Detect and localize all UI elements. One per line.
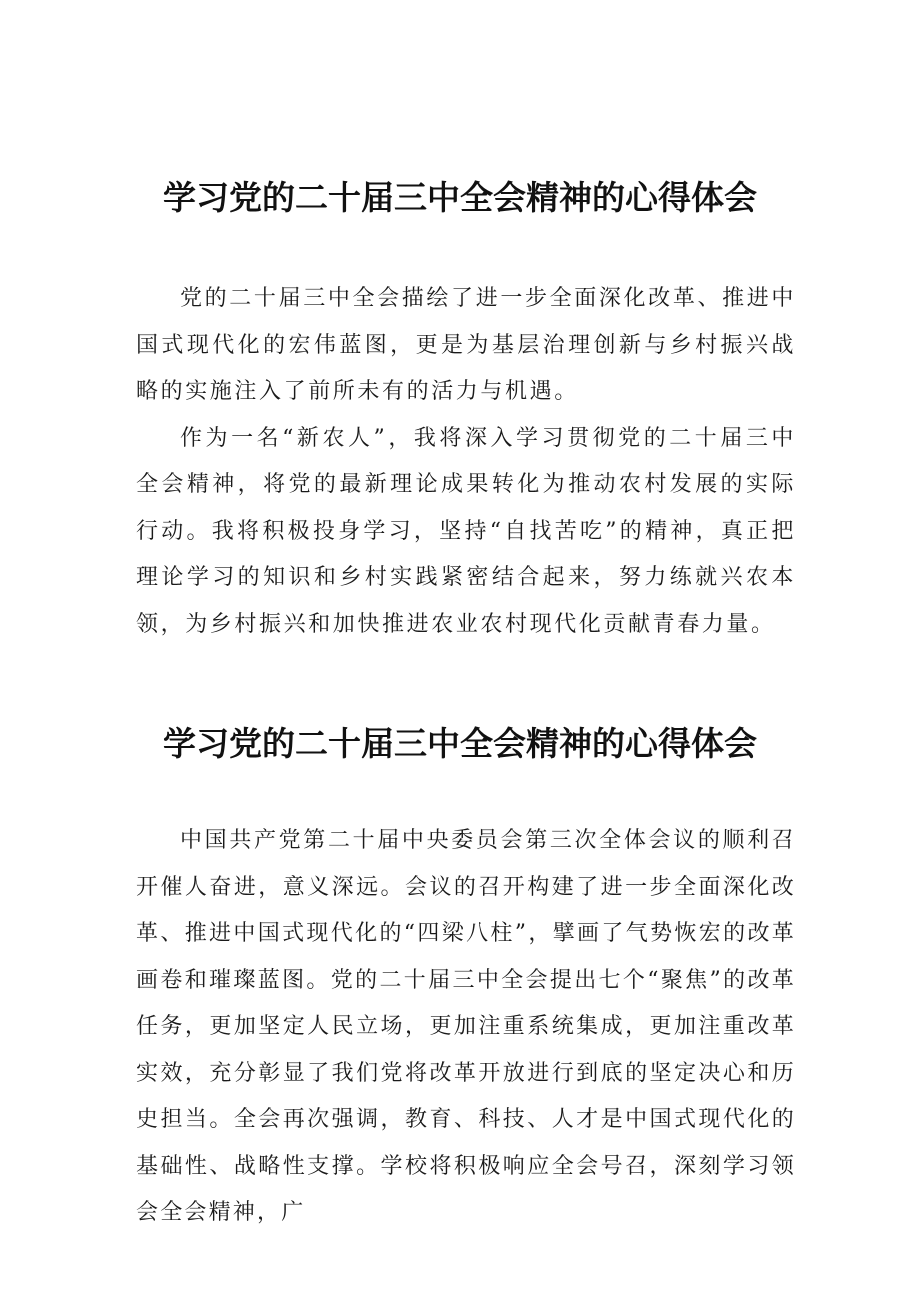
article-title: 学习党的二十届三中全会精神的心得体会: [163, 724, 757, 763]
paragraph: 党的二十届三中全会描绘了进一步全面深化改革、推进中国式现代化的宏伟蓝图，更是为基层治理创新与乡村振兴战略的实施注入了前所未有的活力与机遇。: [136, 286, 796, 404]
article-title: 学习党的二十届三中全会精神的心得体会: [163, 178, 757, 217]
article-body: [136, 818, 796, 1237]
article-body: [136, 276, 796, 648]
paragraph: 作为一名“新农人”，我将深入学习贯彻党的二十届三中全会精神，将党的最新理论成果转化为推动农村发展的实际行动。我将积极投身学习，坚持“自找苦吃”的精神，真正把理论学习的知识和乡村实践紧密结合起来，努力练就兴农本领，为乡村振兴和加快推进农业农村现代化贡献青春力量。: [136, 425, 796, 637]
paragraph: 中国共产党第二十届中央委员会第三次全体会议的顺利召开催人奋进，意义深远。会议的召开构建了进一步全面深化改革、推进中国式现代化的“四梁八柱”，擘画了气势恢宏的改革画卷和璀璨蓝图。党的二十届三中全会提出七个“聚焦”的改革任务，更加坚定人民立场，更加注重系统集成，更加注重改革实效，充分彰显了我们党将改革开放进行到底的坚定决心和历史担当。全会再次强调，教育、科技、人才是中国式现代化的基础性、战略性支撑。学校将积极响应全会号召，深刻学习领会全会精神，广: [136, 828, 796, 1225]
